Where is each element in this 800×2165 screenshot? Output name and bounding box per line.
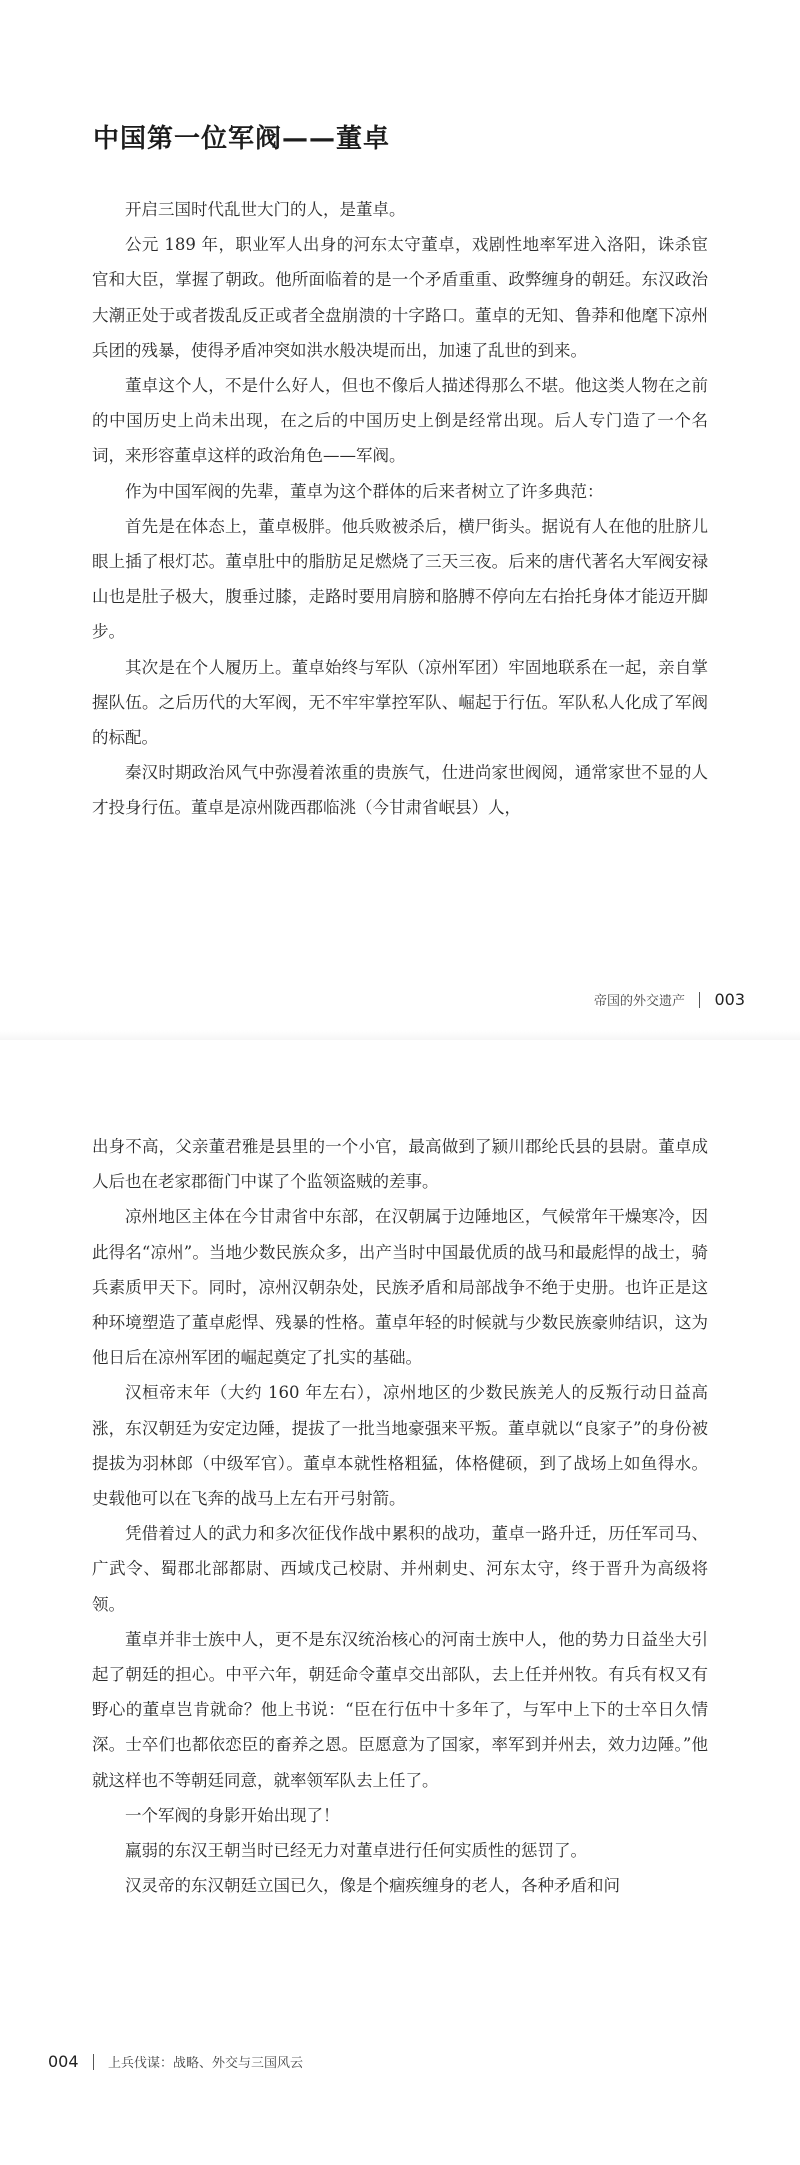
body-paragraph: 董卓这个人，不是什么好人，但也不像后人描述得那么不堪。他这类人物在之前的中国历史上尚未出现，在之后的中国历史上倒是经常出现。后人专门造了一个名词，来形容董卓这样的政治角色——军阀。 [92, 376, 708, 466]
body-paragraph: 凭借着过人的武力和多次征伐作战中累积的战功，董卓一路升迁，历任军司马、广武令、蜀郡北部都尉、西域戊己校尉、并州刺史、河东太守，终于晋升为高级将领。 [92, 1524, 708, 1614]
body-paragraph: 首先是在体态上，董卓极胖。他兵败被杀后，横尸街头。据说有人在他的肚脐儿眼上插了根灯芯。董卓肚中的脂肪足足燃烧了三天三夜。后来的唐代著名大军阀安禄山也是肚子极大，腹垂过膝，走路时要用肩膀和胳膊不停向左右抬托身体才能迈开脚步。 [92, 516, 708, 642]
page-003 [0, 0, 800, 1040]
body-paragraph: 开启三国时代乱世大门的人，是董卓。 [125, 200, 406, 219]
body-paragraph: 羸弱的东汉王朝当时已经无力对董卓进行任何实质性的惩罚了。 [125, 1841, 587, 1861]
page-004-footer [48, 2052, 303, 2071]
body-paragraph: 秦汉时期政治风气中弥漫着浓重的贵族气，仕进尚家世阀阅，通常家世不显的人才投身行伍。董卓是凉州陇西郡临洮（今甘肃省岷县）人， [92, 763, 708, 818]
body-paragraph: 一个军阀的身影开始出现了！ [125, 1805, 340, 1825]
body-paragraph: 其次是在个人履历上。董卓始终与军队（凉州军团）牢固地联系在一起，亲自掌握队伍。之后历代的大军阀，无不牢牢掌控军队、崛起于行伍。军队私人化成了军阀的标配。 [92, 657, 708, 748]
body-paragraph: 汉灵帝的东汉朝廷立国已久，像是个痼疾缠身的老人，各种矛盾和问 [125, 1876, 620, 1896]
running-footer-book-title: 帝国的外交遗产 [593, 994, 685, 1009]
running-footer-book-title: 上兵伐谋：战略、外交与三国风云 [108, 2056, 304, 2071]
footer-separator [699, 992, 701, 1008]
page-number: 003 [714, 990, 745, 1009]
body-paragraph: 汉桓帝末年（大约 160 年左右），凉州地区的少数民族羌人的反叛行动日益高涨，东汉朝廷为安定边陲，提拔了一批当地豪强来平叛。董卓就以“良家子”的身份被提拔为羽林郎（中级军官）。董卓本就性格粗猛，体格健硕，到了战场上如鱼得水。史载他可以在飞奔的战马上左右开弓射箭。 [92, 1383, 708, 1509]
body-paragraph: 凉州地区主体在今甘肃省中东部，在汉朝属于边陲地区，气候常年干燥寒冷，因此得名“凉州”。当地少数民族众多，出产当时中国最优质的战马和最彪悍的战士，骑兵素质甲天下。同时，凉州汉朝杂处，民族矛盾和局部战争不绝于史册。也许正是这种环境塑造了董卓彪悍、残暴的性格。董卓年轻的时候就与少数民族豪帅结识，这为他日后在凉州军团的崛起奠定了扎实的基础。 [92, 1207, 708, 1368]
body-paragraph: 出身不高，父亲董君雅是县里的一个小官，最高做到了颍川郡纶氏县的县尉。董卓成人后也在老家郡衙门中谋了个监领盗贼的差事。 [92, 1137, 708, 1192]
page-003-body [92, 192, 708, 826]
page-number: 004 [48, 2052, 79, 2071]
body-paragraph: 作为中国军阀的先辈，董卓为这个群体的后来者树立了许多典范： [125, 481, 604, 501]
page-004-body [92, 1129, 708, 1903]
page-003-footer [594, 990, 745, 1009]
chapter-title: 中国第一位军阀——董卓 [93, 124, 391, 154]
body-paragraph: 公元 189 年，职业军人出身的河东太守董卓，戏剧性地率军进入洛阳，诛杀宦官和大臣，掌握了朝政。他所面临着的是一个矛盾重重、政弊缠身的朝廷。东汉政治大潮正处于或者拨乱反正或者全盘崩溃的十字路口。董卓的无知、鲁莽和他麾下凉州兵团的残暴，使得矛盾冲突如洪水般决堤而出，加速了乱世的到来。 [92, 235, 708, 360]
footer-separator [93, 2054, 95, 2070]
body-paragraph: 董卓并非士族中人，更不是东汉统治核心的河南士族中人，他的势力日益坐大引起了朝廷的担心。中平六年，朝廷命令董卓交出部队，去上任并州牧。有兵有权又有野心的董卓岂肯就命？他上书说：“臣在行伍中十多年了，与军中上下的士卒日久情深。士卒们也都依恋臣的畜养之恩。臣愿意为了国家，率军到并州去，效力边陲。”他就这样也不等朝廷同意，就率领军队去上任了。 [92, 1629, 708, 1790]
page-004 [0, 1040, 800, 2165]
